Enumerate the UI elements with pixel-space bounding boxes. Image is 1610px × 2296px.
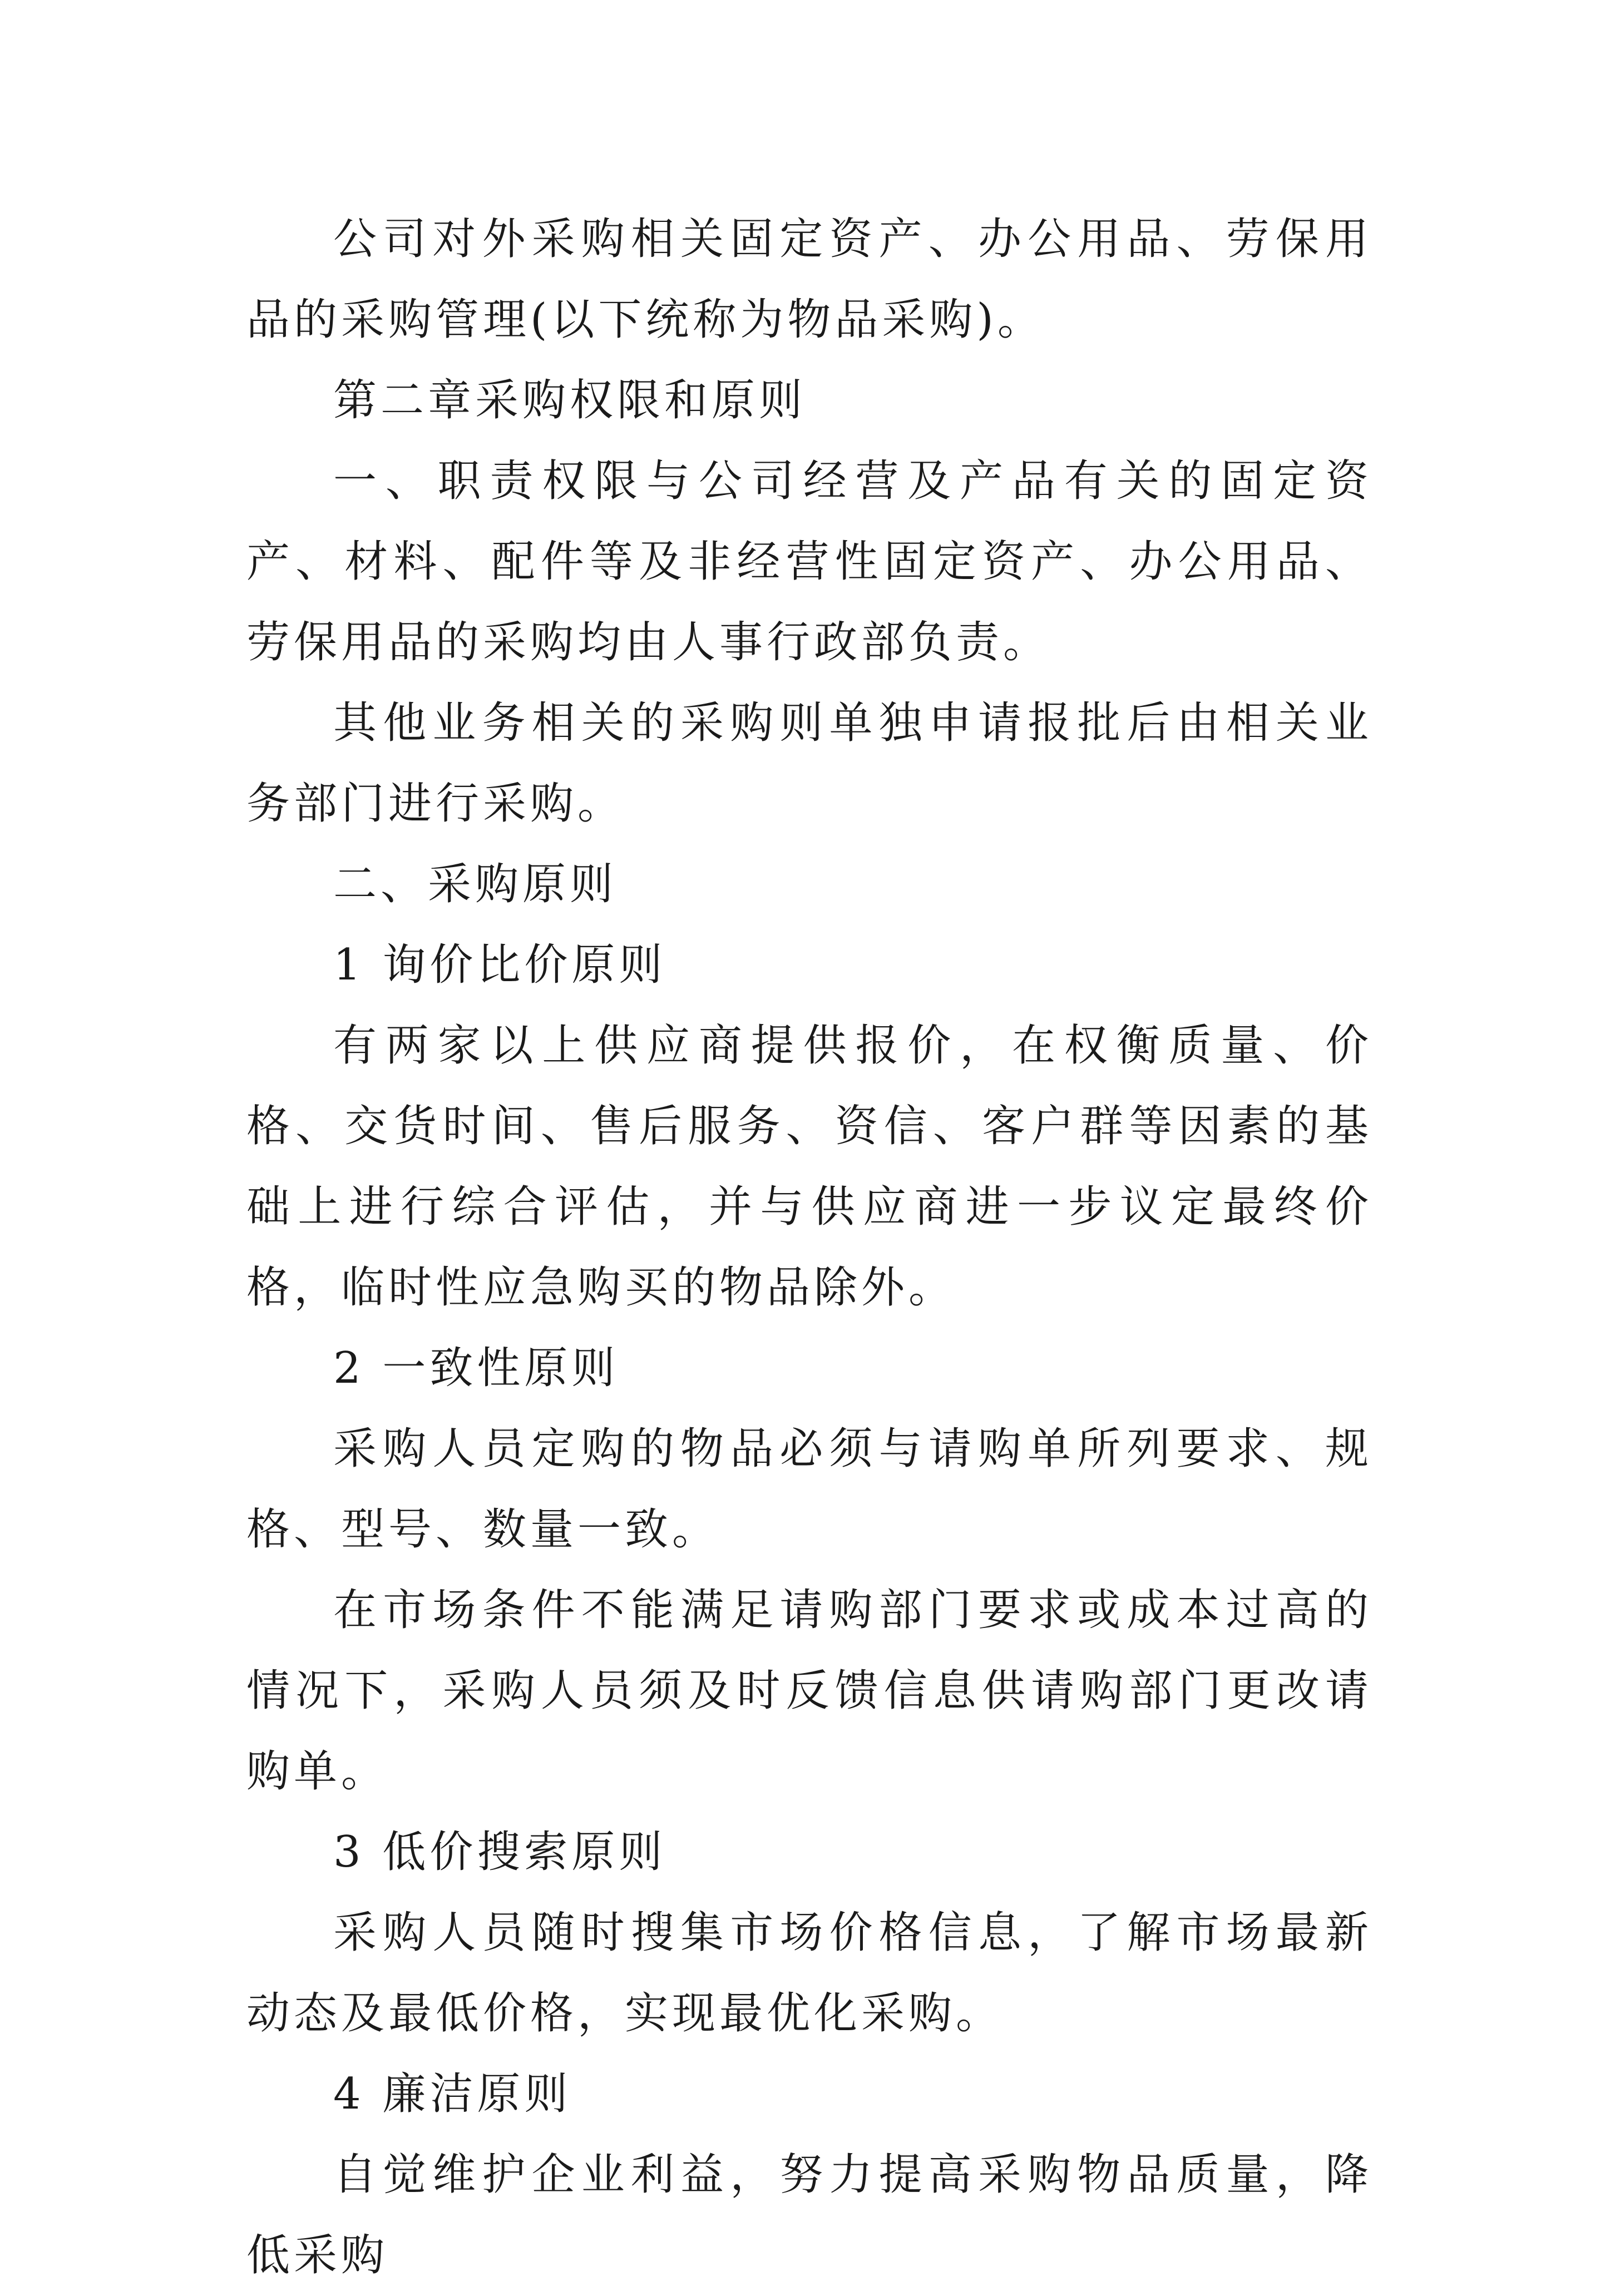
paragraph-integrity: 自觉维护企业利益，努力提高采购物品质量，降低采购 [246, 2150, 1372, 2280]
paragraph-low-price: 采购人员随时搜集市场价格信息，了解市场最新动态及最低价格，实现最优化采购。 [246, 1908, 1372, 2038]
paragraph-market-conditions: 在市场条件不能满足请购部门要求或成本过高的情况下，采购人员须及时反馈信息供请购部门更改请购单。 [246, 1585, 1372, 1797]
principle-heading-2: 2 一致性原则 [333, 1343, 619, 1393]
principle-heading-1: 1 询价比价原则 [333, 940, 666, 990]
paragraph-responsibility: 一、职责权限与公司经营及产品有关的固定资产、材料、配件等及非经营性固定资产、办公用品、劳保用品的采购均由人事行政部负责。 [246, 456, 1372, 667]
paragraph-price-comparison: 有两家以上供应商提供报价，在权衡质量、价格、交货时间、售后服务、资信、客户群等因素的基础上进行综合评估，并与供应商进一步议定最终价格，临时性应急购买的物品除外。 [246, 1021, 1372, 1313]
chapter-heading: 第二章采购权限和原则 [333, 375, 807, 425]
section-heading-principles: 二、采购原则 [333, 859, 618, 909]
paragraph-scope: 公司对外采购相关固定资产、办公用品、劳保用品的采购管理(以下统称为物品采购)。 [246, 214, 1372, 345]
principle-heading-4: 4 廉洁原则 [333, 2069, 572, 2119]
paragraph-consistency: 采购人员定购的物品必须与请购单所列要求、规格、型号、数量一致。 [246, 1424, 1372, 1555]
principle-heading-3: 3 低价搜索原则 [333, 1827, 666, 1877]
paragraph-other-business: 其他业务相关的采购则单独申请报批后由相关业务部门进行采购。 [246, 698, 1372, 829]
document-body [246, 199, 1372, 2296]
